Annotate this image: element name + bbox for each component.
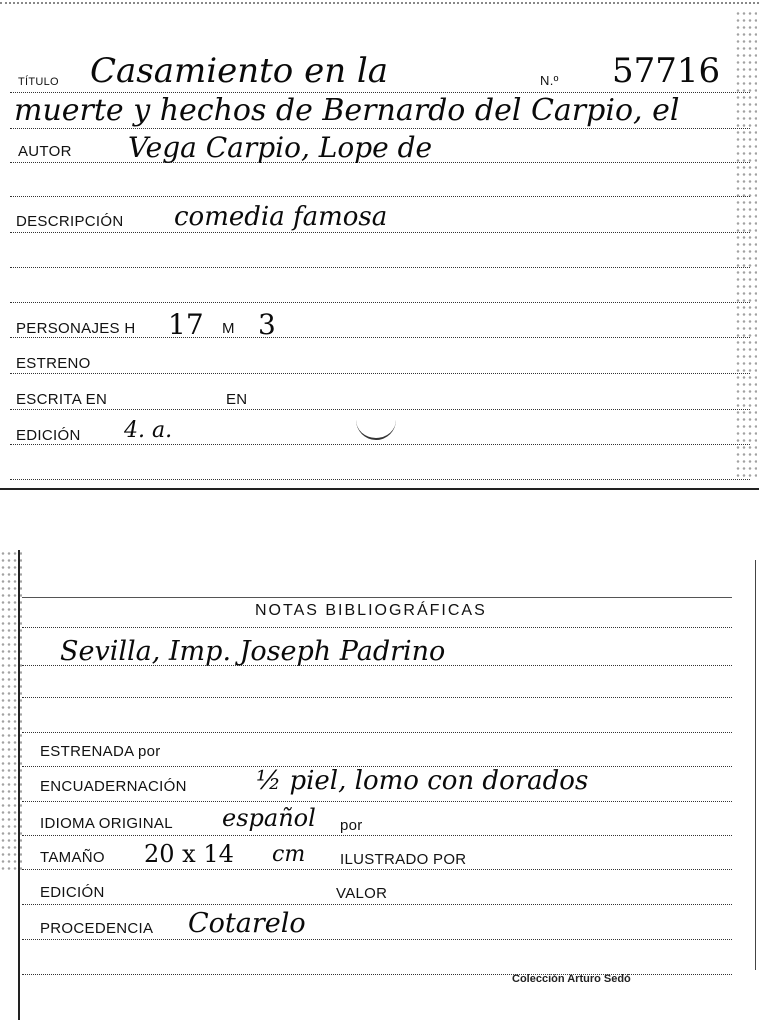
rule-line xyxy=(22,869,732,870)
tamano-unit: cm xyxy=(272,842,306,867)
rule-line xyxy=(10,444,750,445)
rule-line xyxy=(10,337,750,338)
escrita-en-label: ESCRITA EN xyxy=(16,391,108,408)
ink-mark xyxy=(356,420,396,440)
rule-line xyxy=(22,597,732,598)
titulo-value-line1: Casamiento en la xyxy=(90,51,389,91)
personajes-label: PERSONAJES H xyxy=(16,320,136,337)
idioma-value: español xyxy=(222,804,316,832)
rule-line xyxy=(10,302,750,303)
rule-line xyxy=(22,904,732,905)
personajes-m-label: M xyxy=(222,320,235,337)
rule-line xyxy=(22,835,732,836)
rule-line xyxy=(10,267,750,268)
estreno-label: ESTRENO xyxy=(16,355,91,372)
titulo-label: TÍTULO xyxy=(18,76,59,88)
valor-label: VALOR xyxy=(336,885,388,902)
descripcion-value: comedia famosa xyxy=(174,202,388,232)
edicion-label-bottom: EDICIÓN xyxy=(40,884,105,901)
procedencia-value: Cotarelo xyxy=(188,908,306,939)
tamano-value: 20 x 14 xyxy=(144,840,234,868)
card-top-edge xyxy=(0,2,759,6)
descripcion-label: DESCRIPCIÓN xyxy=(16,213,124,230)
notas-value: Sevilla, Imp. Joseph Padrino xyxy=(60,636,446,667)
estrenada-label: ESTRENADA por xyxy=(40,743,161,760)
encuadernacion-label: ENCUADERNACIÓN xyxy=(40,778,187,795)
autor-value: Vega Carpio, Lope de xyxy=(128,131,433,164)
titulo-value-line2: muerte y hechos de Bernardo del Carpio, el xyxy=(14,93,680,128)
rule-line xyxy=(22,732,732,733)
card-separator xyxy=(0,488,759,490)
rule-line xyxy=(10,232,750,233)
rule-line xyxy=(10,196,750,197)
encuadernacion-value: ½ piel, lomo con dorados xyxy=(256,766,589,796)
tamano-label: TAMAÑO xyxy=(40,849,105,866)
rule-line xyxy=(10,128,750,129)
procedencia-label: PROCEDENCIA xyxy=(40,920,154,937)
rule-line xyxy=(10,409,750,410)
rule-line xyxy=(22,939,732,940)
numero-value: 57716 xyxy=(612,51,721,91)
rule-line xyxy=(22,801,732,802)
personajes-h-value: 17 xyxy=(168,308,204,341)
card-left-edge xyxy=(18,550,20,1020)
rule-line xyxy=(10,479,750,480)
rule-line xyxy=(10,373,750,374)
notas-bibliograficas-title: NOTAS BIBLIOGRÁFICAS xyxy=(255,602,487,619)
catalog-card-top xyxy=(0,0,759,492)
collection-footer: Colección Arturo Sedó xyxy=(512,973,631,985)
personajes-m-value: 3 xyxy=(258,308,276,341)
autor-label: AUTOR xyxy=(18,143,72,160)
rule-line xyxy=(22,627,732,628)
ilustrado-por-label: ILUSTRADO POR xyxy=(340,851,467,868)
en-label: EN xyxy=(226,391,248,408)
idioma-por-label: por xyxy=(340,817,363,834)
idioma-original-label: IDIOMA ORIGINAL xyxy=(40,815,173,832)
edicion-value: 4. a. xyxy=(124,418,173,443)
rule-line xyxy=(22,697,732,698)
catalog-card-bottom xyxy=(0,540,759,1028)
edicion-label: EDICIÓN xyxy=(16,427,81,444)
numero-label: N.º xyxy=(540,73,559,88)
card-right-edge xyxy=(755,560,756,970)
